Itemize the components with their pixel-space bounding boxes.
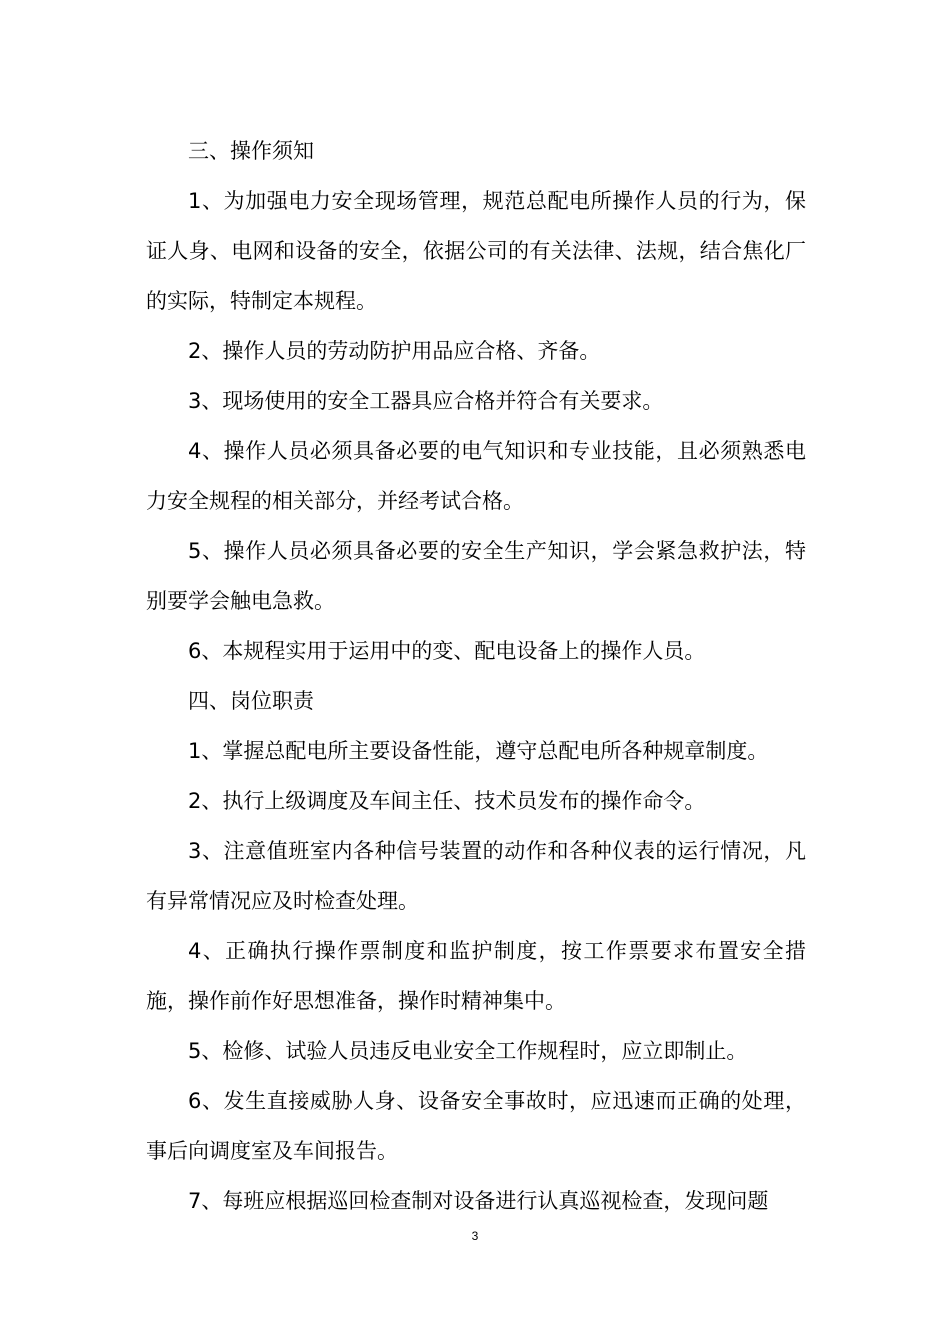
section-heading-job-duties: 四、岗位职责 (188, 689, 314, 713)
paragraph-notice-6: 6、本规程实用于运用中的变、配电设备上的操作人员。 (188, 639, 706, 663)
paragraph-notice-4: 4、操作人员必须具备必要的电气知识和专业技能，且必须熟悉电力安全规程的相关部分，并经考试合格。 (146, 439, 806, 513)
paragraph-duty-3: 3、注意值班室内各种信号装置的动作和各种仪表的运行情况，凡有异常情况应及时检查处理。 (146, 839, 806, 913)
paragraph-notice-2: 2、操作人员的劳动防护用品应合格、齐备。 (188, 339, 601, 363)
paragraph-notice-5: 5、操作人员必须具备必要的安全生产知识，学会紧急救护法，特别要学会触电急救。 (146, 539, 806, 613)
paragraph-duty-6: 6、发生直接威胁人身、设备安全事故时，应迅速而正确的处理，事后向调度室及车间报告。 (146, 1089, 806, 1163)
paragraph-notice-3: 3、现场使用的安全工器具应合格并符合有关要求。 (188, 389, 664, 413)
paragraph-duty-4: 4、正确执行操作票制度和监护制度，按工作票要求布置安全措施，操作前作好思想准备，操作时精神集中。 (146, 939, 806, 1013)
paragraph-duty-1: 1、掌握总配电所主要设备性能，遵守总配电所各种规章制度。 (188, 739, 769, 763)
section-heading-operation-notice: 三、操作须知 (188, 139, 314, 163)
paragraph-notice-1: 1、为加强电力安全现场管理，规范总配电所操作人员的行为，保证人身、电网和设备的安全，依据公司的有关法律、法规，结合焦化厂的实际，特制定本规程。 (146, 189, 806, 313)
paragraph-duty-5: 5、检修、试验人员违反电业安全工作规程时，应立即制止。 (188, 1039, 748, 1063)
paragraph-duty-7: 7、每班应根据巡回检查制对设备进行认真巡视检查，发现问题 (188, 1189, 769, 1213)
document-body (146, 126, 806, 1226)
paragraph-duty-2: 2、执行上级调度及车间主任、技术员发布的操作命令。 (188, 789, 706, 813)
page-number: 3 (471, 1229, 479, 1243)
